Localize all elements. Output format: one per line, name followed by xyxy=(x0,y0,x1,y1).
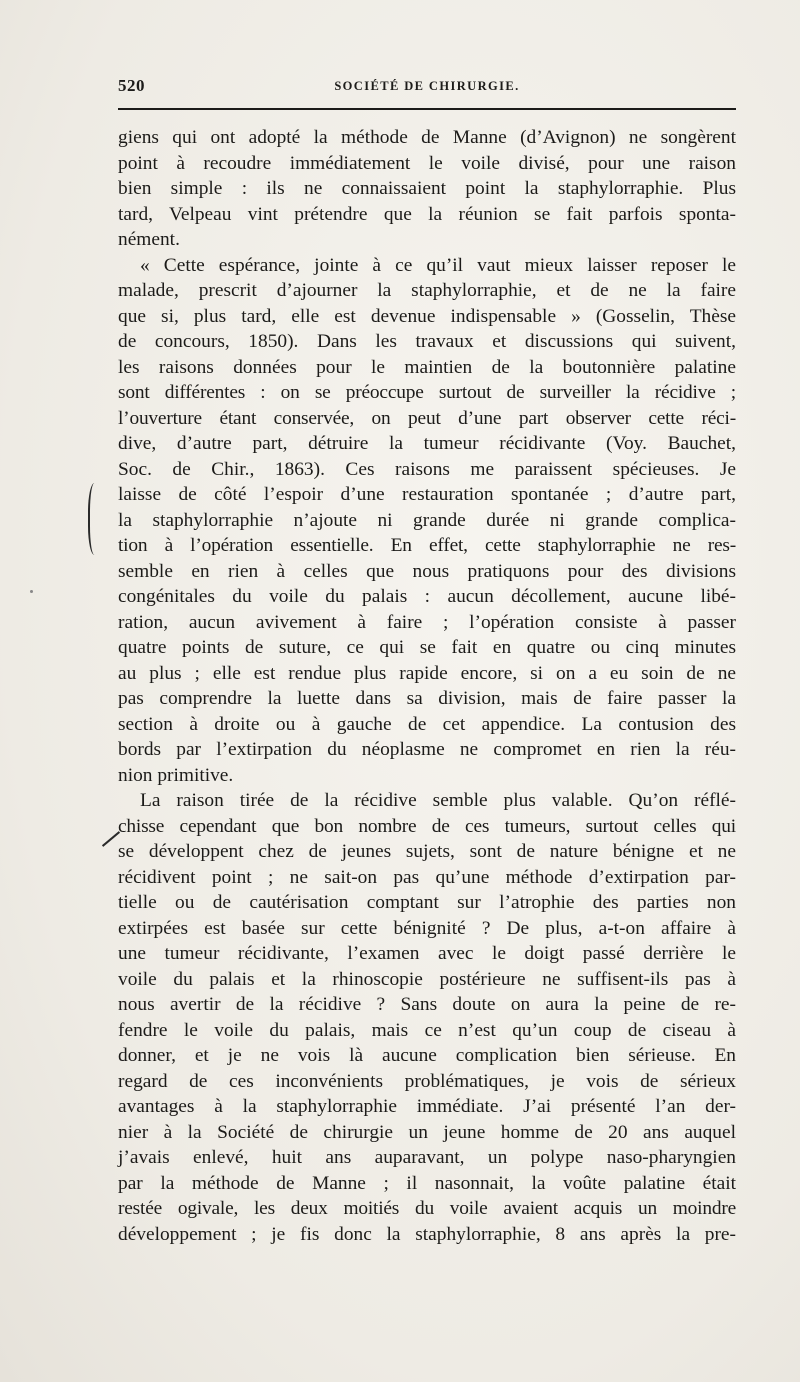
text-line: voile du palais et la rhinoscopie postérieure ne suffisent-ils pas à xyxy=(118,968,736,990)
text-line: laisse de côté l’espoir d’une restauration spontanée ; d’autre part, xyxy=(118,484,736,505)
text-line: giens qui ont adopté la méthode de Manne (d’Avignon) ne songèrent xyxy=(118,127,736,148)
text-line: sont différentes : on se préoccupe surtout de surveiller la récidive ; xyxy=(118,382,736,403)
text-line: avantages à la staphylorraphie immédiate. J’ai présenté l’an der- xyxy=(118,1096,736,1117)
text-line: nous avertir de la récidive ? Sans doute on aura la peine de re- xyxy=(118,994,736,1015)
text-line: se développent chez de jeunes sujets, sont de nature bénigne et ne xyxy=(118,841,736,862)
text-line: point à recoudre immédiatement le voile divisé, pour une raison xyxy=(118,152,736,174)
text-line: fendre le voile du palais, mais ce n’est qu’un coup de ciseau à xyxy=(118,1019,736,1041)
margin-dot-mark xyxy=(30,590,33,593)
text-line: nier à la Société de chirurgie un jeune homme de 20 ans auquel xyxy=(118,1121,736,1143)
text-line: l’ouverture étant conservée, on peut d’une part observer cette réci- xyxy=(118,407,736,429)
body-text xyxy=(118,125,736,1247)
text-line: tielle ou de cautérisation comptant sur l’atrophie des parties non xyxy=(118,892,736,913)
text-line: La raison tirée de la récidive semble plus valable. Qu’on réflé- xyxy=(140,790,736,811)
text-line: au plus ; elle est rendue plus rapide encore, si on a eu soin de ne xyxy=(118,662,736,684)
text-line: par la méthode de Manne ; il nasonnait, la voûte palatine était xyxy=(118,1172,736,1194)
text-line: développement ; je fis donc la staphylorraphie, 8 ans après la pre- xyxy=(118,1223,736,1245)
page-number: 520 xyxy=(118,76,145,95)
text-line: ration, aucun avivement à faire ; l’opération consiste à passer xyxy=(118,611,736,633)
text-line: tard, Velpeau vint prétendre que la réunion se fait parfois sponta- xyxy=(118,203,736,225)
text-line: bien simple : ils ne connaissaient point la staphylorraphie. Plus xyxy=(118,178,736,199)
text-line: de concours, 1850). Dans les travaux et discussions qui suivent, xyxy=(118,331,736,352)
text-line: nion primitive. xyxy=(118,764,234,786)
text-line: malade, prescrit d’ajourner la staphylorraphie, et de ne la faire xyxy=(118,280,736,301)
text-line: les raisons données pour le maintien de la boutonnière palatine xyxy=(118,356,736,378)
text-line: section à droite ou à gauche de cet appendice. La contusion des xyxy=(118,713,736,735)
text-line: regard de ces inconvénients problématiques, je vois de sérieux xyxy=(118,1070,736,1092)
text-line: Soc. de Chir., 1863). Ces raisons me paraissent spécieuses. Je xyxy=(118,458,736,480)
text-line: pas comprendre la luette dans sa division, mais de faire passer la xyxy=(118,688,736,709)
text-line: chisse cependant que bon nombre de ces tumeurs, surtout celles qui xyxy=(118,815,736,837)
text-line: extirpées est basée sur cette bénignité ? De plus, a-t-on affaire à xyxy=(118,917,736,939)
text-line: « Cette espérance, jointe à ce qu’il vaut mieux laisser reposer le xyxy=(140,254,736,276)
text-line: la staphylorraphie n’ajoute ni grande durée ni grande complica- xyxy=(118,509,736,531)
text-line: récidivent point ; ne sait-on pas qu’une méthode d’extirpation par- xyxy=(118,866,736,888)
text-line: restée ogivale, les deux moitiés du voile avaient acquis un moindre xyxy=(118,1198,736,1219)
text-line: tion à l’opération essentielle. En effet, cette staphylorraphie ne res- xyxy=(118,535,736,556)
text-line: nément. xyxy=(118,229,180,250)
text-line: j’avais enlevé, huit ans auparavant, un polype naso-pharyngien xyxy=(118,1147,736,1168)
text-line: quatre points de suture, ce qui se fait en quatre ou cinq minutes xyxy=(118,637,736,658)
text-line: donner, et je ne vois là aucune complication bien sérieuse. En xyxy=(118,1045,736,1066)
page-header xyxy=(118,76,736,100)
text-line: congénitales du voile du palais : aucun décollement, aucune libé- xyxy=(118,586,736,607)
text-line: dive, d’autre part, détruire la tumeur récidivante (Voy. Bauchet, xyxy=(118,433,736,454)
header-rule xyxy=(118,108,736,110)
text-line: une tumeur récidivante, l’examen avec le doigt passé derrière le xyxy=(118,943,736,964)
running-title: SOCIÉTÉ DE CHIRURGIE. xyxy=(334,79,520,93)
text-line: bords par l’extirpation du néoplasme ne compromet en rien la réu- xyxy=(118,739,736,760)
margin-bracket-mark xyxy=(88,483,104,555)
text-line: que si, plus tard, elle est devenue indispensable » (Gosselin, Thèse xyxy=(118,305,736,327)
text-line: semble en rien à celles que nous pratiquons pour des divisions xyxy=(118,560,736,582)
